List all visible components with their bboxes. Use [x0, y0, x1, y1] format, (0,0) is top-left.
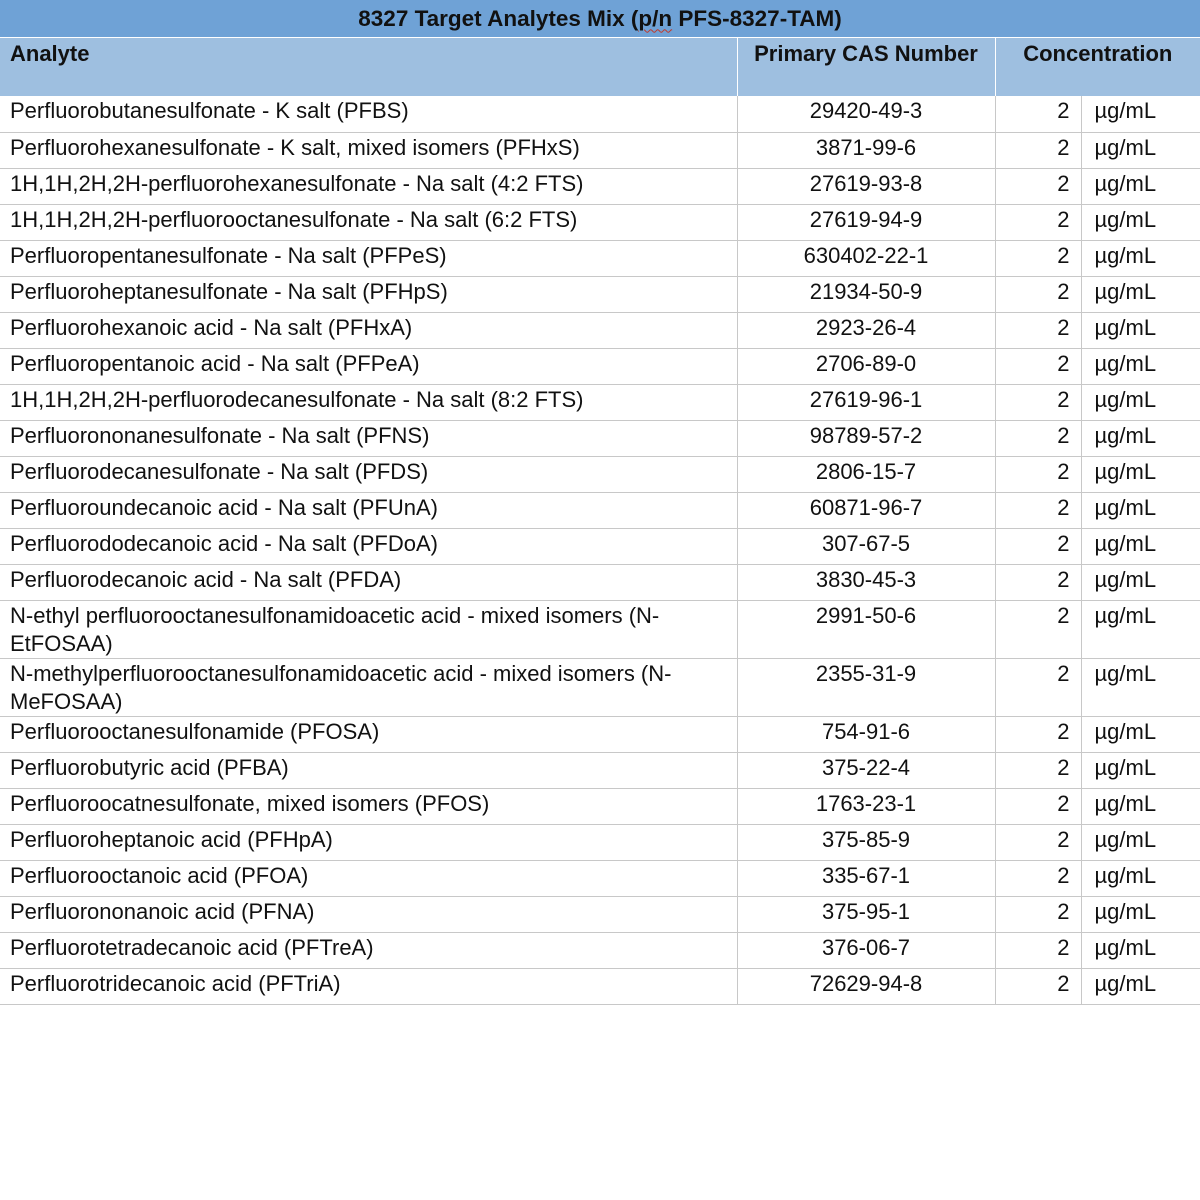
cas-number-cell: 2355-31-9 [737, 658, 995, 716]
cas-number-cell: 27619-94-9 [737, 204, 995, 240]
concentration-value-cell: 2 [995, 932, 1081, 968]
analyte-cell: 1H,1H,2H,2H-perfluorodecanesulfonate - Na salt (8:2 FTS) [0, 384, 737, 420]
table-body [0, 96, 1200, 1004]
table-row [0, 824, 1200, 860]
analyte-cell: Perfluorooctanoic acid (PFOA) [0, 860, 737, 896]
concentration-unit-cell: µg/mL [1081, 824, 1200, 860]
concentration-value-cell: 2 [995, 276, 1081, 312]
table-row [0, 168, 1200, 204]
table-row [0, 564, 1200, 600]
table-row [0, 312, 1200, 348]
cas-number-cell: 630402-22-1 [737, 240, 995, 276]
cas-number-cell: 2806-15-7 [737, 456, 995, 492]
analyte-cell: Perfluorobutyric acid (PFBA) [0, 752, 737, 788]
concentration-value-cell: 2 [995, 492, 1081, 528]
concentration-unit-cell: µg/mL [1081, 932, 1200, 968]
table-row [0, 788, 1200, 824]
analyte-cell: Perfluorononanoic acid (PFNA) [0, 896, 737, 932]
table-title [0, 0, 1200, 38]
concentration-unit-cell: µg/mL [1081, 860, 1200, 896]
cas-number-cell: 375-95-1 [737, 896, 995, 932]
concentration-value-cell: 2 [995, 420, 1081, 456]
table-row [0, 528, 1200, 564]
cas-number-cell: 376-06-7 [737, 932, 995, 968]
column-header-analyte: Analyte [0, 38, 737, 97]
concentration-value-cell: 2 [995, 658, 1081, 716]
concentration-unit-cell: µg/mL [1081, 716, 1200, 752]
concentration-value-cell: 2 [995, 456, 1081, 492]
concentration-value-cell: 2 [995, 752, 1081, 788]
analyte-cell: Perfluoroheptanoic acid (PFHpA) [0, 824, 737, 860]
analyte-cell: Perfluorohexanoic acid - Na salt (PFHxA) [0, 312, 737, 348]
table-row [0, 420, 1200, 456]
concentration-value-cell: 2 [995, 788, 1081, 824]
concentration-unit-cell: µg/mL [1081, 384, 1200, 420]
concentration-unit-cell: µg/mL [1081, 132, 1200, 168]
analyte-cell: Perfluorohexanesulfonate - K salt, mixed isomers (PFHxS) [0, 132, 737, 168]
table-row [0, 456, 1200, 492]
table-row [0, 384, 1200, 420]
concentration-value-cell: 2 [995, 860, 1081, 896]
concentration-value-cell: 2 [995, 204, 1081, 240]
concentration-unit-cell: µg/mL [1081, 600, 1200, 658]
title-suffix: PFS-8327-TAM) [672, 5, 842, 31]
cas-number-cell: 375-22-4 [737, 752, 995, 788]
concentration-unit-cell: µg/mL [1081, 240, 1200, 276]
concentration-unit-cell: µg/mL [1081, 96, 1200, 132]
concentration-value-cell: 2 [995, 384, 1081, 420]
analyte-cell: Perfluoropentanesulfonate - Na salt (PFPeS) [0, 240, 737, 276]
concentration-unit-cell: µg/mL [1081, 564, 1200, 600]
table-title-row [0, 0, 1200, 38]
concentration-value-cell: 2 [995, 240, 1081, 276]
concentration-unit-cell: µg/mL [1081, 348, 1200, 384]
analyte-cell: Perfluorotetradecanoic acid (PFTreA) [0, 932, 737, 968]
concentration-unit-cell: µg/mL [1081, 528, 1200, 564]
cas-number-cell: 754-91-6 [737, 716, 995, 752]
cas-number-cell: 2923-26-4 [737, 312, 995, 348]
concentration-value-cell: 2 [995, 968, 1081, 1004]
concentration-unit-cell: µg/mL [1081, 276, 1200, 312]
cas-number-cell: 72629-94-8 [737, 968, 995, 1004]
analyte-cell: 1H,1H,2H,2H-perfluorooctanesulfonate - Na salt (6:2 FTS) [0, 204, 737, 240]
column-header-cas: Primary CAS Number [737, 38, 995, 97]
concentration-unit-cell: µg/mL [1081, 492, 1200, 528]
analyte-cell: Perfluorododecanoic acid - Na salt (PFDoA) [0, 528, 737, 564]
cas-number-cell: 2991-50-6 [737, 600, 995, 658]
concentration-unit-cell: µg/mL [1081, 968, 1200, 1004]
analyte-cell: 1H,1H,2H,2H-perfluorohexanesulfonate - Na salt (4:2 FTS) [0, 168, 737, 204]
concentration-value-cell: 2 [995, 564, 1081, 600]
cas-number-cell: 98789-57-2 [737, 420, 995, 456]
table-row [0, 860, 1200, 896]
table-row [0, 896, 1200, 932]
column-header-row [0, 38, 1200, 97]
column-header-concentration: Concentration [995, 38, 1200, 97]
analyte-cell: Perfluoropentanoic acid - Na salt (PFPeA) [0, 348, 737, 384]
table-row [0, 132, 1200, 168]
cas-number-cell: 27619-93-8 [737, 168, 995, 204]
table-row [0, 716, 1200, 752]
table-row [0, 658, 1200, 716]
concentration-value-cell: 2 [995, 824, 1081, 860]
analyte-cell: Perfluorononanesulfonate - Na salt (PFNS) [0, 420, 737, 456]
table-row [0, 96, 1200, 132]
analyte-cell: Perfluorodecanesulfonate - Na salt (PFDS) [0, 456, 737, 492]
concentration-value-cell: 2 [995, 600, 1081, 658]
concentration-value-cell: 2 [995, 348, 1081, 384]
cas-number-cell: 335-67-1 [737, 860, 995, 896]
concentration-value-cell: 2 [995, 716, 1081, 752]
concentration-value-cell: 2 [995, 312, 1081, 348]
concentration-value-cell: 2 [995, 96, 1081, 132]
concentration-unit-cell: µg/mL [1081, 168, 1200, 204]
cas-number-cell: 3871-99-6 [737, 132, 995, 168]
concentration-unit-cell: µg/mL [1081, 896, 1200, 932]
analyte-cell: Perfluoroundecanoic acid - Na salt (PFUnA) [0, 492, 737, 528]
concentration-unit-cell: µg/mL [1081, 456, 1200, 492]
cas-number-cell: 21934-50-9 [737, 276, 995, 312]
analyte-cell: Perfluorooctanesulfonamide (PFOSA) [0, 716, 737, 752]
cas-number-cell: 29420-49-3 [737, 96, 995, 132]
concentration-unit-cell: µg/mL [1081, 752, 1200, 788]
cas-number-cell: 1763-23-1 [737, 788, 995, 824]
table-row [0, 348, 1200, 384]
cas-number-cell: 3830-45-3 [737, 564, 995, 600]
concentration-unit-cell: µg/mL [1081, 788, 1200, 824]
table-row [0, 600, 1200, 658]
cas-number-cell: 27619-96-1 [737, 384, 995, 420]
table-row [0, 240, 1200, 276]
concentration-unit-cell: µg/mL [1081, 204, 1200, 240]
analyte-cell: N-ethyl perfluorooctanesulfonamidoacetic acid - mixed isomers (N-EtFOSAA) [0, 600, 737, 658]
title-prefix: 8327 Target Analytes Mix ( [358, 5, 639, 31]
table-row [0, 492, 1200, 528]
analyte-cell: Perfluorotridecanoic acid (PFTriA) [0, 968, 737, 1004]
concentration-value-cell: 2 [995, 896, 1081, 932]
analyte-cell: Perfluoroheptanesulfonate - Na salt (PFHpS) [0, 276, 737, 312]
analyte-cell: Perfluorobutanesulfonate - K salt (PFBS) [0, 96, 737, 132]
cas-number-cell: 60871-96-7 [737, 492, 995, 528]
table-row [0, 932, 1200, 968]
cas-number-cell: 307-67-5 [737, 528, 995, 564]
table-row [0, 276, 1200, 312]
analyte-cell: N-methylperfluorooctanesulfonamidoacetic acid - mixed isomers (N-MeFOSAA) [0, 658, 737, 716]
cas-number-cell: 375-85-9 [737, 824, 995, 860]
table-row [0, 204, 1200, 240]
title-spellcheck-word: p/n [638, 5, 673, 31]
concentration-value-cell: 2 [995, 168, 1081, 204]
concentration-unit-cell: µg/mL [1081, 420, 1200, 456]
concentration-unit-cell: µg/mL [1081, 312, 1200, 348]
table-row [0, 968, 1200, 1004]
cas-number-cell: 2706-89-0 [737, 348, 995, 384]
concentration-value-cell: 2 [995, 132, 1081, 168]
concentration-value-cell: 2 [995, 528, 1081, 564]
concentration-unit-cell: µg/mL [1081, 658, 1200, 716]
analyte-cell: Perfluoroocatnesulfonate, mixed isomers (PFOS) [0, 788, 737, 824]
table-row [0, 752, 1200, 788]
analyte-cell: Perfluorodecanoic acid - Na salt (PFDA) [0, 564, 737, 600]
